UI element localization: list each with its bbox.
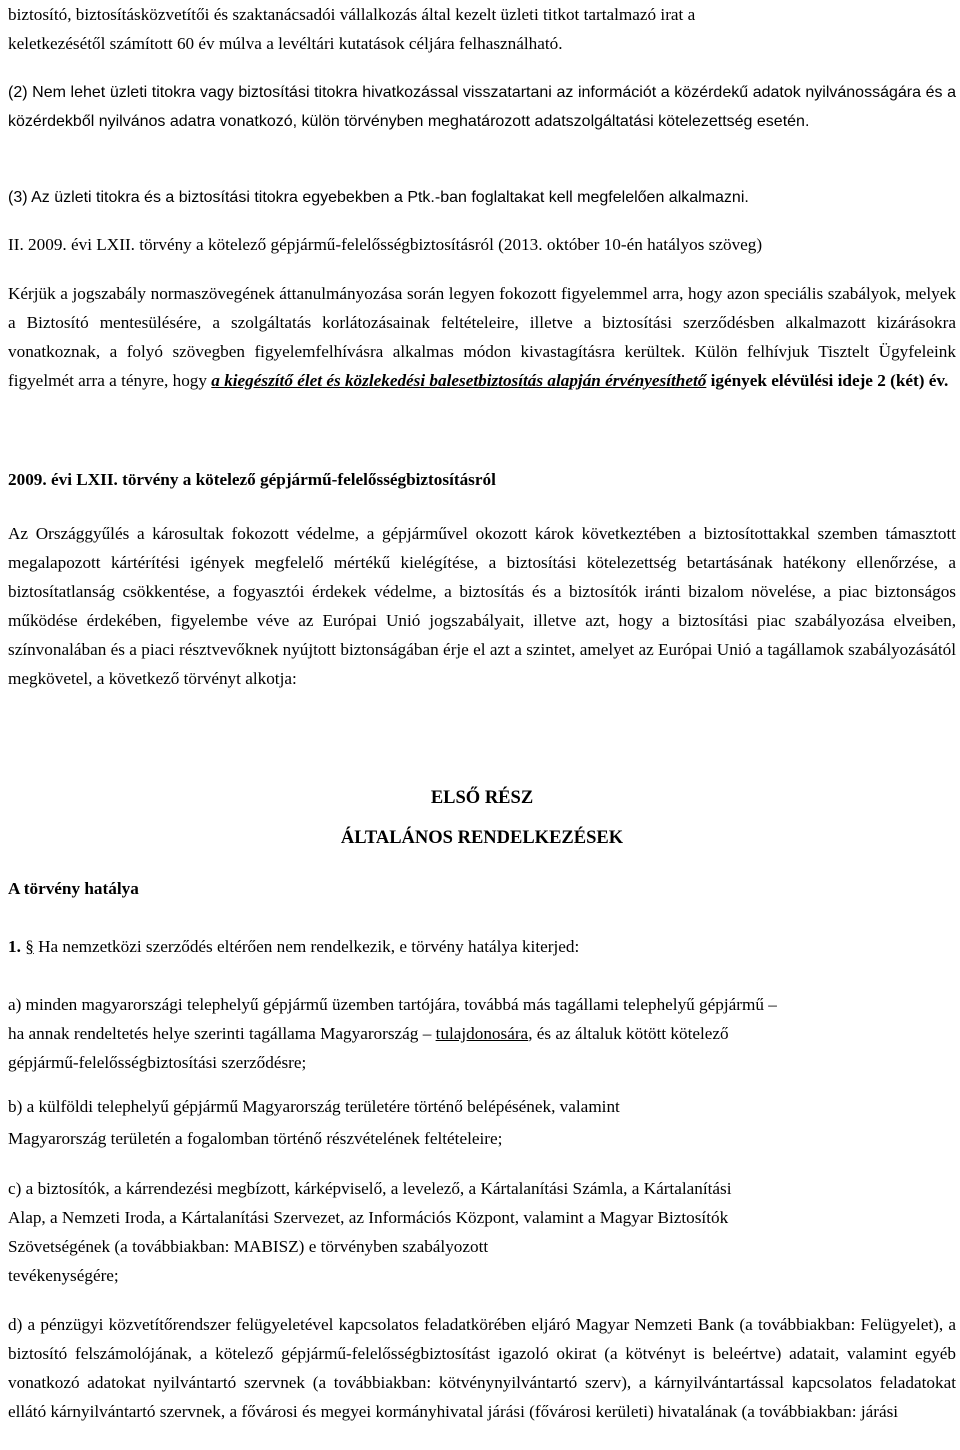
section-number: 1. bbox=[8, 937, 21, 956]
item-b-line-2: Magyarország területén a fogalomban történő részvételének feltételeire; bbox=[8, 1129, 503, 1148]
section-1-text: Ha nemzetközi szerződés eltérően nem rendelkezik, e törvény hatálya kiterjed: bbox=[33, 937, 580, 956]
item-c-line-2: Alap, a Nemzeti Iroda, a Kártalanítási Szervezet, az Információs Központ, valamint a Magyar Biztosítók bbox=[8, 1208, 729, 1227]
item-c-line-4: tevékenységére; bbox=[8, 1266, 119, 1285]
item-a-line-3: gépjármű-felelősségbiztosítási szerződésre; bbox=[8, 1053, 307, 1072]
item-c-line-3: Szövetségének (a továbbiakban: MABISZ) e törvényben szabályozott bbox=[8, 1237, 489, 1256]
law-title: 2009. évi LXII. törvény a kötelező gépjármű-felelősségbiztosításról bbox=[8, 470, 496, 489]
item-a-underlined: tulajdonosára bbox=[435, 1024, 529, 1043]
section-heading: A törvény hatálya bbox=[8, 879, 139, 898]
item-d: d) a pénzügyi közvetítőrendszer felügyeletével kapcsolatos feladatkörében eljáró Magyar Nemzeti Bank (a továbbiakban: Felügyelet), a biztosító felszámolójának, a kötelező gépjármű-felelősségbiztosítást igazoló okirat (a kötvényt is beleértve) adatait, valamint egyéb vonatkozó adatokat nyilvántartó szervnek (a továbbiakban: kötvénynyilvántartó szerv), a kárnyilvántartással kapcsolatos feladatokat ellátó kárnyilvántartó szervnek, a fővárosi és megyei kormányhivatal járási (fővárosi kerületi) hivatalának (a továbbiakban: járási bbox=[8, 1315, 956, 1421]
part-subtitle: ÁLTALÁNOS RENDELKEZÉSEK bbox=[340, 828, 624, 848]
section-1 bbox=[8, 932, 956, 961]
item-c-line-1: c) a biztosítók, a kárrendezési megbízott, kárképviselő, a levelező, a Kártalanítási Számla, a Kártalanítási bbox=[8, 1179, 732, 1198]
law-reference: II. 2009. évi LXII. törvény a kötelező gépjármű-felelősségbiztosításról (2013. október 10-én hatályos szöveg) bbox=[8, 235, 763, 254]
paragraph-3: (3) Az üzleti titokra és a biztosítási titokra egyebekben a Ptk.-ban foglaltakat kell megfelelően alkalmazni. bbox=[8, 189, 749, 206]
item-a-line-1: a) minden magyarországi telephelyű gépjármű üzemben tartójára, továbbá más tagállami telephelyű gépjármű – bbox=[8, 995, 777, 1014]
continuation-line-2: keletkezésétől számított 60 év múlva a levéltári kutatások céljára felhasználható. bbox=[8, 34, 563, 53]
item-a-text-end: , és az általuk kötött kötelező bbox=[528, 1024, 729, 1043]
part-title: ELSŐ RÉSZ bbox=[430, 788, 534, 808]
section-sign: § bbox=[25, 937, 34, 956]
notice-emphasis: a kiegészítő élet és közlekedési balesetbiztosítás alapján érvényesíthető bbox=[211, 371, 707, 390]
notice-text: Kérjük a jogszabály normaszövegének áttanulmányozása során legyen fokozott figyelemmel arra, hogy azon speciális szabályok, melyek a Biztosító mentesülésére, a szolgáltatás korlátozásainak feltételeire, illetve a biztosítási szerződésben alkalmazott kizárásokra vonatkoznak, a folyó szövegben figyelemfelhívásra alkalmas módon kivastagításra kerültek. Külön felhívjuk Tisztelt Ügyfeleink figyelmét arra a tényre, hogy bbox=[8, 284, 956, 390]
continuation-line-1: biztosító, biztosításközvetítői és szaktanácsadói vállalkozás által kezelt üzleti titkot tartalmazó irat a bbox=[8, 5, 696, 24]
item-a-text: ha annak rendeltetés helye szerinti tagállama Magyarország – bbox=[8, 1024, 436, 1043]
item-a-line-2 bbox=[8, 1019, 956, 1048]
preamble: Az Országgyűlés a károsultak fokozott védelme, a gépjárművel okozott károk következtében a biztosítottakkal szemben támasztott megalapozott kártérítési igények megfelelő mértékű kielégítése, a biztosítási kötelezettség betartásának hatékony ellenőrzése, a biztosítatlanság csökkentése, a fogyasztói érdekek védelme, a biztosítás és a biztosítók iránti bizalom növelése, a piac biztonságos működése érdekében, figyelembe véve az Európai Unió jogszabályait, illetve azt, hogy a biztosítási piac szabályozása elveiben, színvonalában és a piaci résztvevőknek nyújtott biztonságában érje el azt a szintet, amelyet az Európai Unió a tagállamok szabályozásától megkövetel, a következő törvényt alkotja: bbox=[8, 524, 956, 688]
notice-bold-end: igények elévülési ideje 2 (két) év. bbox=[706, 371, 949, 390]
item-b-line-1: b) a külföldi telephelyű gépjármű Magyarország területére történő belépésének, valamint bbox=[8, 1097, 620, 1116]
paragraph-2: (2) Nem lehet üzleti titokra vagy biztosítási titokra hivatkozással visszatartani az információt a közérdekű adatok nyilvánosságára és a közérdekből nyilvános adatra vonatkozó, külön törvényben meghatározott adatszolgáltatási kötelezettség esetén. bbox=[8, 84, 956, 130]
notice-paragraph bbox=[8, 279, 956, 395]
